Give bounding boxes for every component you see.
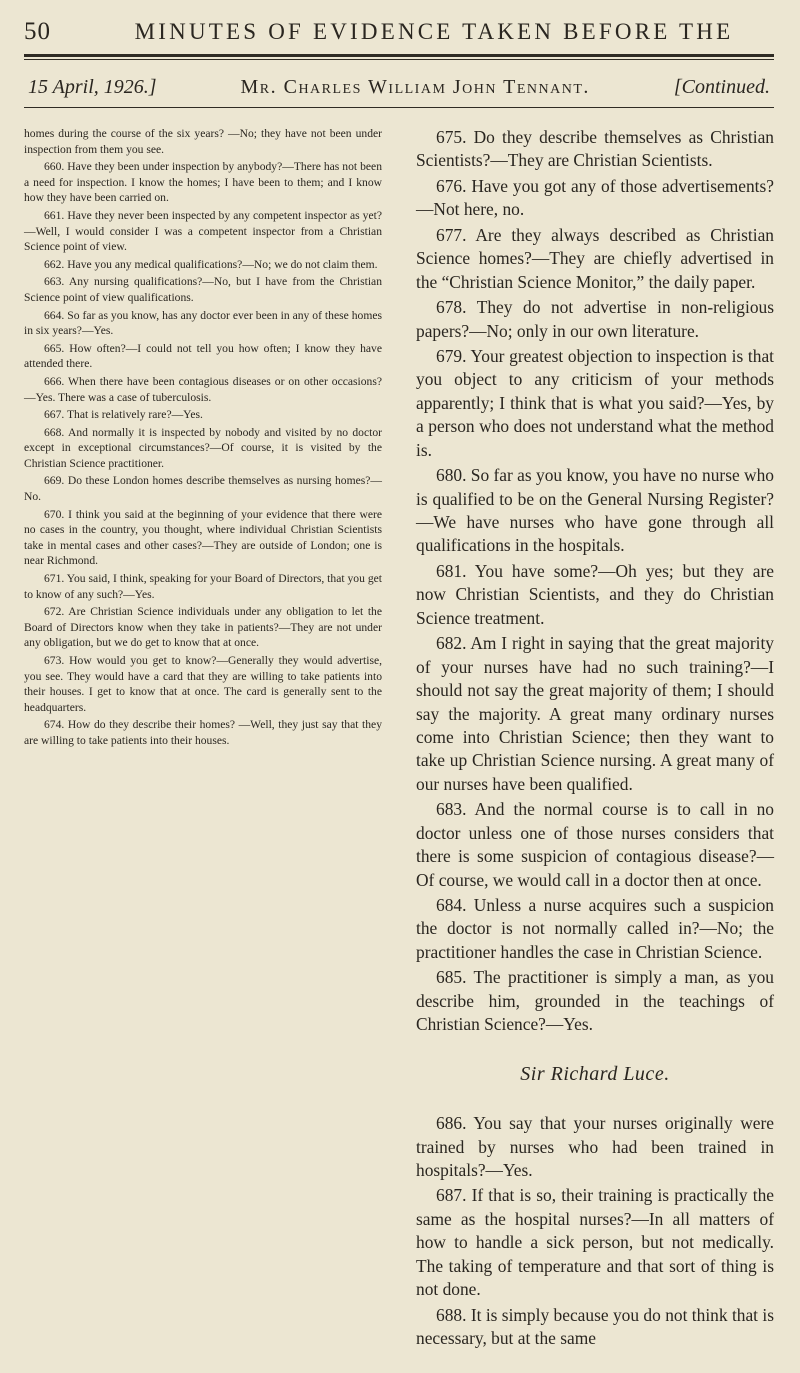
- paragraph: 673. How would you get to know?—Generally they would advertise, you see. They would have a card that they are willing to take patients into their houses. I get to know that at once. The card is generally sent to the headquarters.: [24, 654, 382, 714]
- paragraph: 660. Have they been under inspection by anybody?—There has not been a need for inspection. I know the homes; I have been to them; and I know how they have been carried on.: [24, 160, 382, 205]
- paragraph: 687. If that is so, their training is practically the same as the hospital nurses?—In all matters of how to handle a sick person, but not medically. The taking of temperature and that sort of thing is not done.: [416, 1185, 774, 1300]
- continued-label: [Continued.: [673, 76, 770, 98]
- paragraph: 682. Am I right in saying that the great majority of your nurses have had no such training?—I should not say the great majority of them; I should say the majority. A great many ordinary nurses come into Christian Science; then they want to take up Christian Science nursing. A great many of our nurses have been qualified.: [416, 633, 774, 794]
- paragraph: 679. Your greatest objection to inspection is that you object to any criticism of your methods apparently; I think that is what you said?—Yes, by a person who does not understand what the method is.: [416, 345, 774, 460]
- paragraph: 685. The practitioner is simply a man, as you describe him, grounded in the teachings of Christian Science?—Yes.: [416, 967, 774, 1035]
- witness-name: Mr. Charles William John Tennant.: [240, 76, 590, 98]
- running-title: MINUTES OF EVIDENCE TAKEN BEFORE THE: [134, 19, 734, 44]
- speaker-heading: Sir Richard Luce.: [520, 1062, 670, 1085]
- paragraph: 683. And the normal course is to call in no doctor unless one of those nurses considers that there is some suspicion of contagious disease?—Of course, we would call in a doctor then at once.: [416, 799, 774, 890]
- paragraph: homes during the course of the six years? —No; they have not been under inspection from them you see.: [24, 127, 382, 156]
- right-column: [416, 126, 774, 1352]
- paragraph: 680. So far as you know, you have no nurse who is qualified to be on the General Nursing Register?—We have nurses who have gone through all qualifications in the hospitals.: [416, 465, 774, 556]
- paragraph: 662. Have you any medical qualifications?—No; we do not claim them.: [44, 257, 378, 271]
- paragraph: 665. How often?—I could not tell you how often; I know they have attended there.: [24, 341, 382, 371]
- paragraph: 664. So far as you know, has any doctor ever been in any of these homes in six years?—Yes.: [24, 308, 382, 338]
- session-date: 15 April, 1926.]: [28, 76, 157, 98]
- paragraph: 666. When there have been contagious diseases or on other occasions?—Yes. There was a case of tuberculosis.: [24, 374, 382, 404]
- paragraph: 671. You said, I think, speaking for your Board of Directors, that you get to know of any such?—Yes.: [24, 572, 382, 601]
- running-head: [24, 0, 774, 48]
- page-number: 50: [24, 18, 51, 45]
- paragraph: 663. Any nursing qualifications?—No, but I have from the Christian Science point of view qualifications.: [24, 275, 382, 304]
- paragraph: 674. How do they describe their homes? —Well, they just say that they are willing to take patients into their houses.: [24, 718, 382, 747]
- paragraph: 688. It is simply because you do not think that is necessary, but at the same: [416, 1304, 774, 1348]
- paragraph: 676. Have you got any of those advertisements?—Not here, no.: [416, 175, 774, 220]
- paragraph: 684. Unless a nurse acquires such a suspicion the doctor is not normally called in?—No; the practitioner handles the case in Christian Science.: [416, 895, 774, 962]
- left-column: [24, 126, 382, 1352]
- subheading-rule: [24, 107, 774, 108]
- paragraph: 672. Are Christian Science individuals under any obligation to let the Board of Directors know when they take in patients?—They are not under any obligation, but we do get to know that at once.: [24, 605, 382, 650]
- paragraph: 667. That is relatively rare?—Yes.: [44, 408, 203, 422]
- paragraph: 681. You have some?—Oh yes; but they are now Christian Scientists, and they do Christian Science treatment.: [416, 560, 774, 628]
- paragraph: 686. You say that your nurses originally were trained by nurses who had been trained in hospitals?—Yes.: [416, 1113, 774, 1180]
- text-columns: [24, 126, 774, 1352]
- paragraph: 670. I think you said at the beginning of your evidence that there were no cases in the country, you thought, where individual Christian Scientists take in mental cases and other cases?—They are outside of London; one is near Richmond.: [24, 507, 382, 568]
- paragraph: 675. Do they describe themselves as Christian Scientists?—They are Christian Scientists.: [416, 127, 774, 171]
- header-rule-thick: [24, 54, 774, 57]
- subheading: [24, 60, 774, 99]
- paragraph: 661. Have they never been inspected by any competent inspector as yet?—Well, I would consider I was a competent inspector from a Christian Science point of view.: [24, 208, 382, 254]
- paragraph: 669. Do these London homes describe themselves as nursing homes?—No.: [24, 474, 382, 504]
- paragraph: 678. They do not advertise in non-religious papers?—No; only in our own literature.: [416, 297, 774, 341]
- paragraph: 677. Are they always described as Christian Science homes?—They are chiefly advertised in the “Christian Science Monitor,” the daily paper.: [416, 224, 774, 292]
- paragraph: 668. And normally it is inspected by nobody and visited by no doctor except in exceptional circumstances?—Of course, it is visited by the Christian Science practitioner.: [24, 425, 382, 470]
